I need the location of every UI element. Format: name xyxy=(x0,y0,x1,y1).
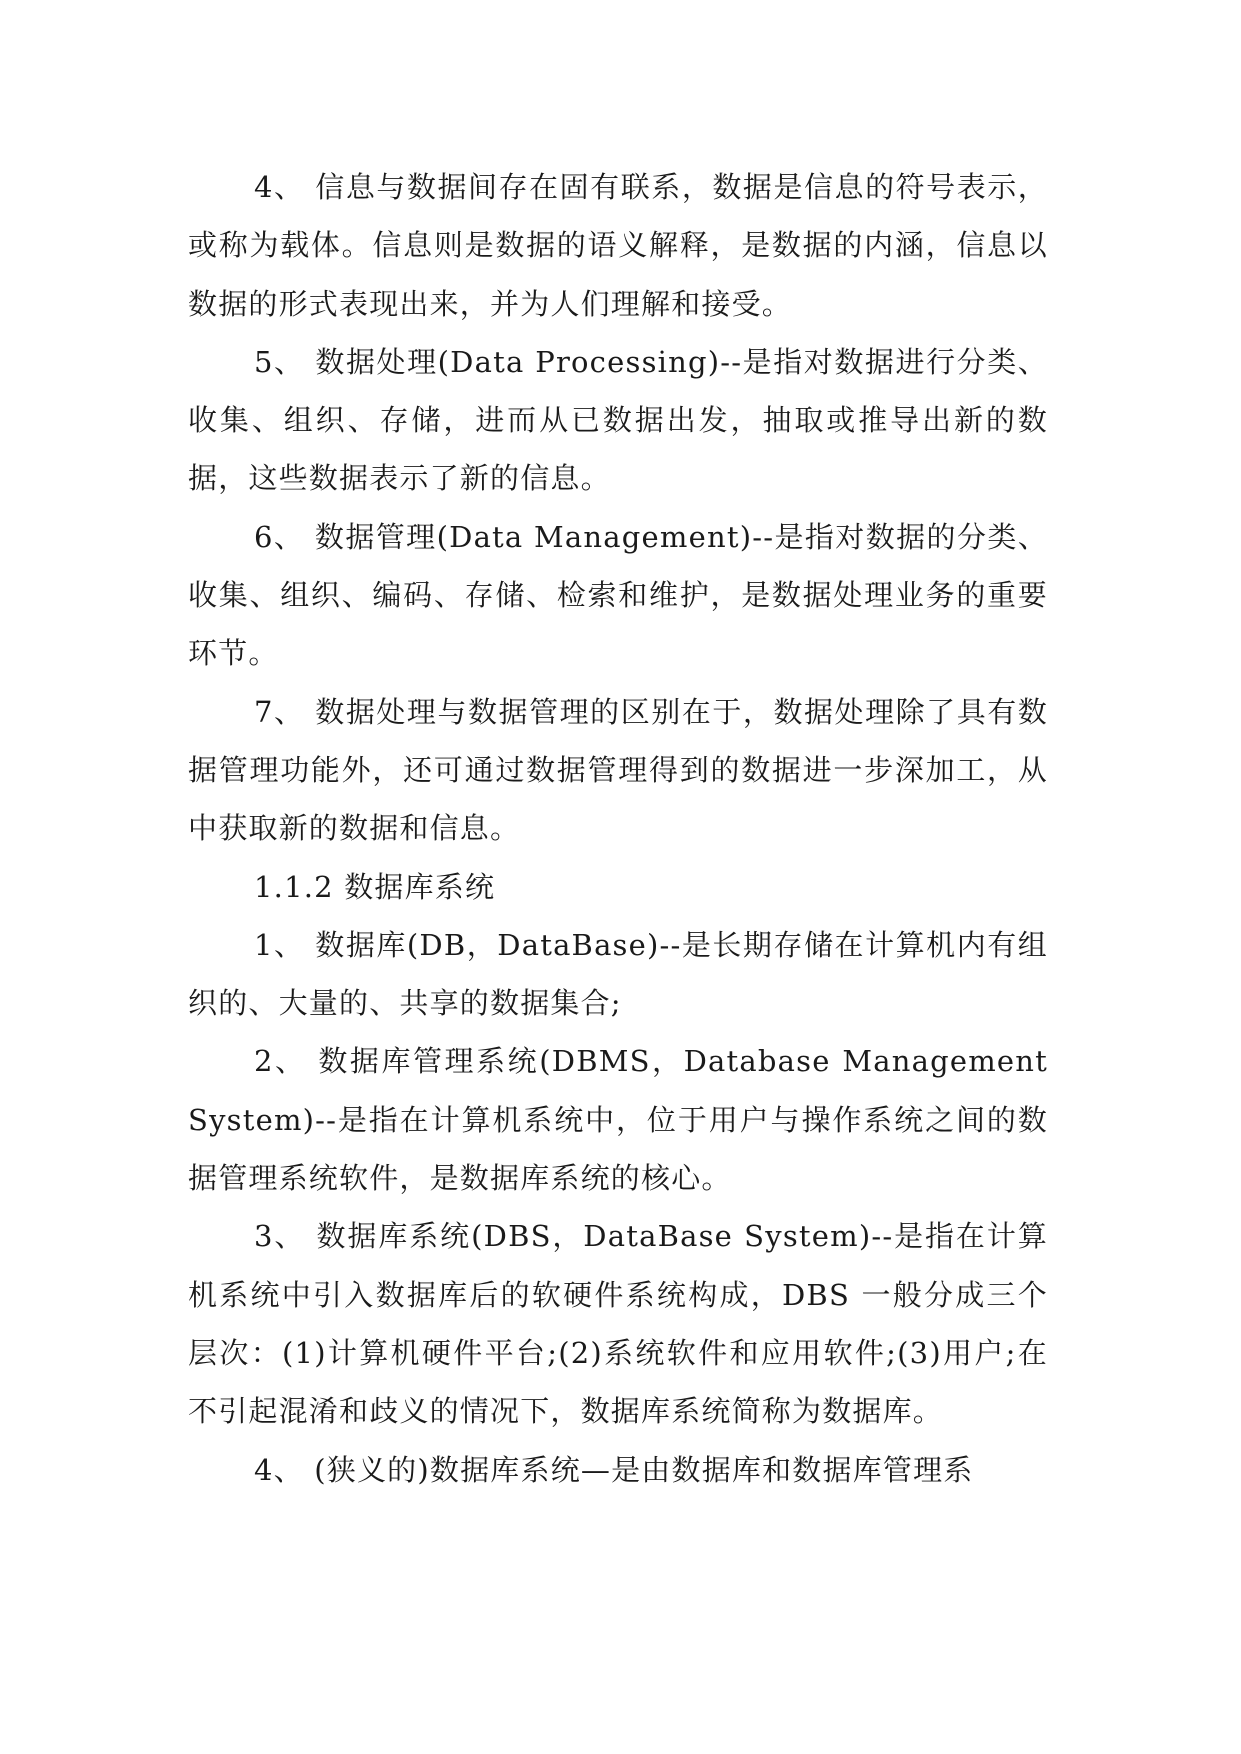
section-heading-database-system: 1.1.2 数据库系统 xyxy=(254,869,496,904)
paragraph-data-processing: 5、 数据处理(Data Processing)--是指对数据进行分类、收集、组织、存储，进而从已数据出发，抽取或推导出新的数据，这些数据表示了新的信息。 xyxy=(188,344,1048,496)
paragraph-narrow-dbs: 4、 (狭义的)数据库系统—是由数据库和数据库管理系 xyxy=(254,1452,974,1487)
paragraph-processing-vs-management: 7、 数据处理与数据管理的区别在于，数据处理除了具有数据管理功能外，还可通过数据管理得到的数据进一步深加工，从中获取新的数据和信息。 xyxy=(188,694,1048,846)
paragraph-database-definition: 1、 数据库(DB，DataBase)--是长期存储在计算机内有组织的、大量的、共享的数据集合; xyxy=(188,927,1048,1021)
paragraph-dbms-definition: 2、 数据库管理系统(DBMS，Database Management System)--是指在计算机系统中，位于用户与操作系统之间的数据管理系统软件，是数据库系统的核心。 xyxy=(188,1044,1048,1196)
paragraph-data-management: 6、 数据管理(Data Management)--是指对数据的分类、收集、组织、编码、存储、检索和维护，是数据处理业务的重要环节。 xyxy=(188,519,1048,671)
paragraph-info-data-relation: 4、 信息与数据间存在固有联系，数据是信息的符号表示，或称为载体。信息则是数据的语义解释，是数据的内涵，信息以数据的形式表现出来，并为人们理解和接受。 xyxy=(188,170,1048,321)
paragraph-dbs-definition: 3、 数据库系统(DBS，DataBase System)--是指在计算机系统中引入数据库后的软硬件系统构成，DBS 一般分成三个层次：(1)计算机硬件平台;(2)系统软件和应用软件;(3)用户;在不引起混淆和歧义的情况下，数据库系统简称为数据库。 xyxy=(188,1219,1048,1429)
document-body xyxy=(188,158,1048,1499)
